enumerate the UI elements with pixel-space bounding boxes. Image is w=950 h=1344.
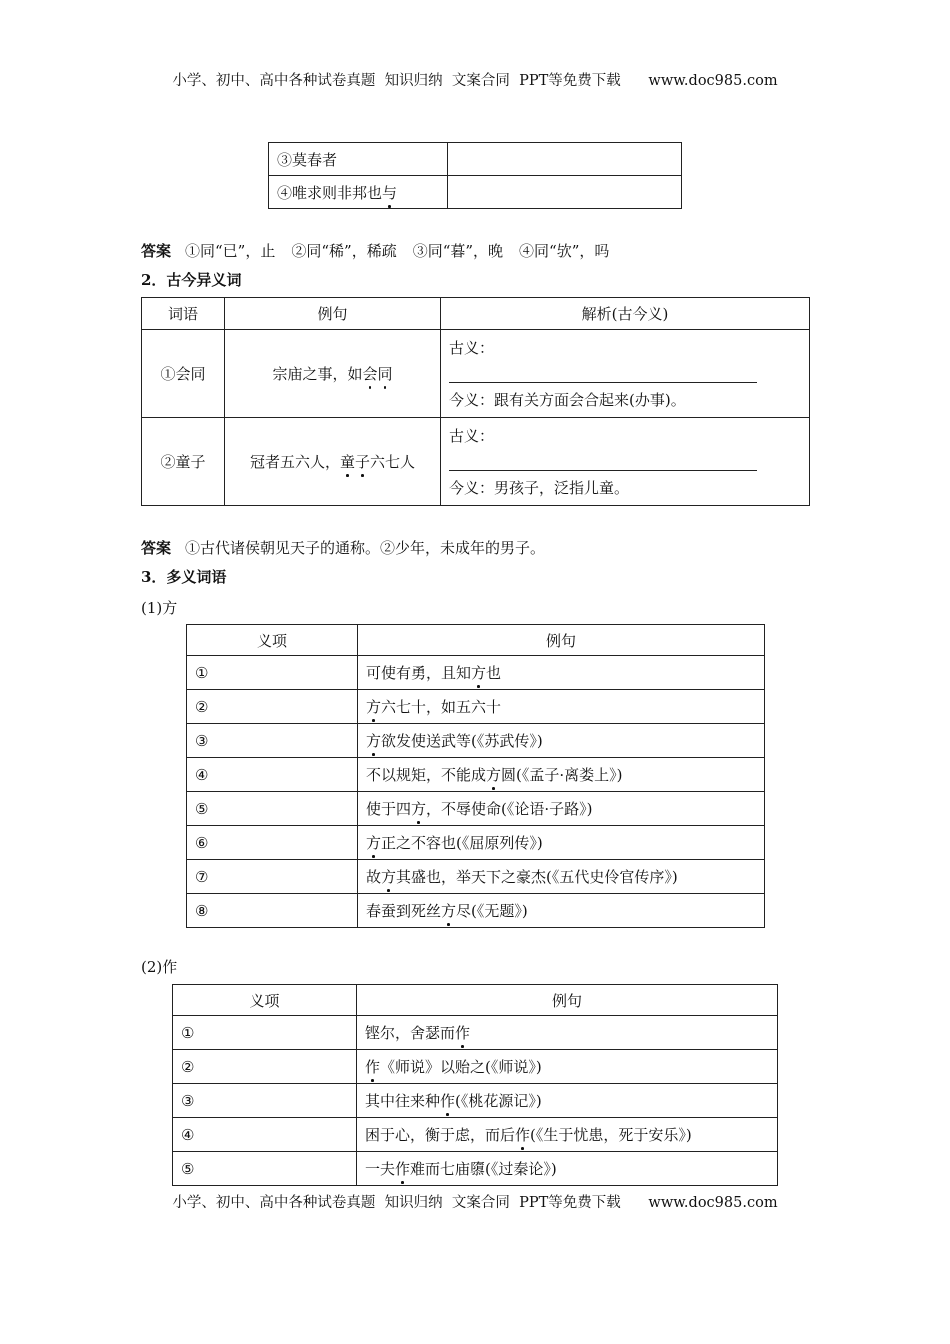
ancient-meaning-label: 古义：	[449, 339, 495, 357]
example-cell: 不以规矩，不能成方圆(《孟子·离娄上》)	[358, 758, 765, 792]
table-row	[187, 826, 765, 860]
footer-text: 小学、初中、高中各种试卷真题 知识归纳 文案合同 PPT等免费下载	[172, 1195, 621, 1211]
example-cell: 宗庙之事，如会同	[225, 330, 441, 418]
item-number: ③	[187, 724, 358, 758]
col-header-meaning: 义项	[173, 985, 357, 1016]
answer-1: 答案 ①同“已”，止 ②同“稀”，稀疏 ③同“暮”，晚 ④同“欤”，吗	[141, 242, 610, 260]
ancient-meaning-label: 古义：	[449, 427, 495, 445]
col-header-word: 词语	[142, 298, 225, 330]
tongjia-table-continued	[268, 142, 682, 209]
item-number: ⑧	[187, 894, 358, 928]
modern-meaning: 今义：跟有关方面会合起来(办事)。	[449, 391, 686, 409]
item-number: ①	[187, 656, 358, 690]
table-row	[269, 176, 682, 209]
col-header-example: 例句	[358, 625, 765, 656]
table-row	[187, 690, 765, 724]
table-row	[187, 894, 765, 928]
fang-title: (1)方	[141, 599, 178, 617]
item-number: ⑥	[187, 826, 358, 860]
item-number: ②	[187, 690, 358, 724]
item-number: ②	[173, 1050, 357, 1084]
item-number: ⑤	[173, 1152, 357, 1186]
example-cell: 冠者五六人，童子六七人	[225, 418, 441, 506]
answer-cell	[448, 176, 682, 209]
example-cell: 铿尔，舍瑟而作	[357, 1016, 778, 1050]
table-row	[173, 1050, 778, 1084]
table-row	[269, 143, 682, 176]
table-row	[142, 330, 810, 418]
item-number: ①	[173, 1016, 357, 1050]
col-header-analysis: 解析(古今义)	[441, 298, 810, 330]
example-cell: 困于心，衡于虑，而后作(《生于忧患，死于安乐》)	[357, 1118, 778, 1152]
example-cell: 方正之不容也(《屈原列传》)	[358, 826, 765, 860]
item-number: ⑦	[187, 860, 358, 894]
modern-meaning: 今义：男孩子，泛指儿童。	[449, 479, 630, 497]
word-cell: ④唯求则非邦也与	[269, 176, 448, 209]
col-header-example: 例句	[225, 298, 441, 330]
analysis-cell	[441, 418, 810, 506]
footer-url: www.doc985.com	[648, 1195, 778, 1211]
col-header-meaning: 义项	[187, 625, 358, 656]
word-cell: ③莫春者	[269, 143, 448, 176]
page-header	[0, 69, 950, 90]
example-cell: 其中往来种作(《桃花源记》)	[357, 1084, 778, 1118]
answer-cell	[448, 143, 682, 176]
example-cell: 作《师说》以贻之(《师说》)	[357, 1050, 778, 1084]
gujin-table	[141, 297, 810, 506]
answer-label: 答案	[141, 242, 172, 260]
col-header-example: 例句	[357, 985, 778, 1016]
analysis-cell	[441, 330, 810, 418]
blank-line	[449, 470, 757, 471]
table-row	[173, 1016, 778, 1050]
item-number: ③	[173, 1084, 357, 1118]
table-header-row	[142, 298, 810, 330]
blank-line	[449, 382, 757, 383]
table-row	[142, 418, 810, 506]
header-text: 小学、初中、高中各种试卷真题 知识归纳 文案合同 PPT等免费下载	[172, 73, 621, 89]
example-cell: 可使有勇，且知方也	[358, 656, 765, 690]
dotted-char: 与	[382, 183, 398, 202]
table-row	[187, 860, 765, 894]
item-number: ④	[173, 1118, 357, 1152]
zuo-table	[172, 984, 778, 1186]
table-row	[187, 656, 765, 690]
table-header-row	[187, 625, 765, 656]
page-footer	[0, 1191, 950, 1212]
word-cell: ②童子	[142, 418, 225, 506]
example-cell: 春蚕到死丝方尽(《无题》)	[358, 894, 765, 928]
example-cell: 一夫作难而七庙隳(《过秦论》)	[357, 1152, 778, 1186]
table-row	[187, 758, 765, 792]
item-number: ④	[187, 758, 358, 792]
item-number: ⑤	[187, 792, 358, 826]
table-row	[173, 1118, 778, 1152]
zuo-title: (2)作	[141, 958, 178, 976]
example-cell: 故方其盛也，举天下之豪杰(《五代史伶官传序》)	[358, 860, 765, 894]
example-cell: 方六七十，如五六十	[358, 690, 765, 724]
example-cell: 使于四方，不辱使命(《论语·子路》)	[358, 792, 765, 826]
table-row	[173, 1152, 778, 1186]
example-cell: 方欲发使送武等(《苏武传》)	[358, 724, 765, 758]
answer-label: 答案	[141, 539, 172, 557]
table-header-row	[173, 985, 778, 1016]
table-row	[187, 724, 765, 758]
header-url: www.doc985.com	[648, 73, 778, 89]
section-2-title: 2．古今异义词	[141, 271, 242, 289]
table-row	[187, 792, 765, 826]
word-cell: ①会同	[142, 330, 225, 418]
answer-2: 答案 ①古代诸侯朝见天子的通称。②少年，未成年的男子。	[141, 539, 546, 557]
section-3-title: 3．多义词语	[141, 568, 227, 586]
table-row	[173, 1084, 778, 1118]
fang-table	[186, 624, 765, 928]
